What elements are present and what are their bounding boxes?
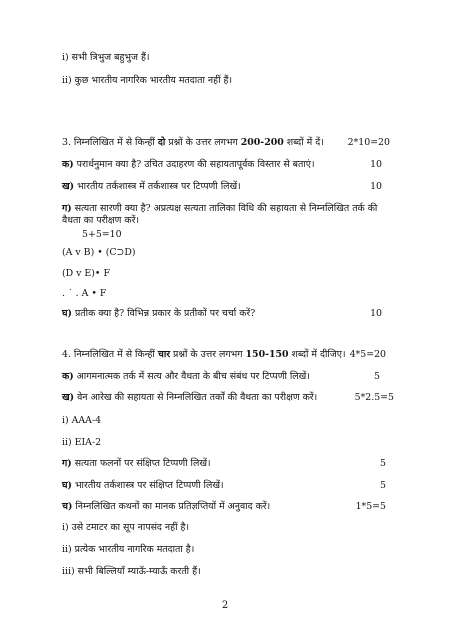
statement-to-translate-ii: ii) प्रत्येक भारतीय नागरिक मतदाता है। (62, 544, 195, 555)
statement-ii: ii) कुछ भारतीय नागरिक भारतीय मतदाता नहीं हैं। (62, 75, 233, 86)
question-3b-marks: 10 (370, 181, 382, 192)
question-3c-marks: 5+5=10 (82, 229, 122, 240)
question-3-heading: 3. निम्नलिखित में से किन्हीं दो प्रश्नों के उत्तर लगभग 200-200 शब्दों में दें। 2*10=20 (62, 137, 390, 148)
question-3-part-d: घ) प्रतीक क्या है? विभिन्न प्रकार के प्रतीकों पर चर्चा करें? 10 (62, 308, 382, 319)
question-4-part-b: ख) वेन आरेख की सहायता से निम्नलिखित तर्कों की वैधता का परीक्षण करें। 5*2.5=5 (62, 392, 394, 403)
question-3a-marks: 10 (370, 159, 382, 170)
statement-to-translate-iii: iii) सभी बिल्लियाँ म्याऊँ-म्याऊँ करती हैं। (62, 566, 201, 577)
statement-to-translate-i: i) उसे टमाटर का सूप नापसंद नहीं है। (62, 522, 190, 533)
syllogism-i: i) AAA-4 (62, 415, 102, 426)
question-4b-marks: 5*2.5=5 (354, 392, 394, 403)
page-number: 2 (221, 600, 229, 611)
question-4-part-d: घ) भारतीय तर्कशास्त्र पर संक्षिप्त टिप्पणी लिखें। 5 (62, 480, 386, 491)
question-4d-marks: 5 (380, 480, 386, 491)
question-3-part-a: क) परार्धनुमान क्या है? उचित उदाहरण की सहायतापूर्वक विस्तार से बताएं। 10 (62, 159, 382, 170)
question-4-part-c: ग) सत्यता फलनों पर संक्षिप्त टिप्पणी लिखें। 5 (62, 458, 386, 469)
argument-conclusion: . ˙ . A • F (62, 288, 107, 299)
question-4c-marks: 5 (380, 458, 386, 469)
question-3d-marks: 10 (370, 308, 382, 319)
question-4-heading: 4. निम्नलिखित में से किन्हीं चार प्रश्नों के उत्तर लगभग 150-150 शब्दों में दीजिए। 4*5=20 (62, 349, 386, 360)
question-4-marks: 4*5=20 (349, 349, 386, 360)
question-3-marks: 2*10=20 (347, 137, 390, 148)
argument-premise-1: (A v B) • (C⊃D) (62, 247, 136, 258)
argument-premise-2: (D v E)• F (62, 268, 110, 279)
question-4a-marks: 5 (374, 371, 380, 382)
question-4-part-a: क) आगमनात्मक तर्क में सत्य और वैधता के बीच संबंध पर टिप्पणी लिखें। 5 (62, 371, 380, 382)
question-3-part-b: ख) भारतीय तर्कशास्त्र में तर्कशास्त्र पर टिप्पणी लिखें। 10 (62, 181, 382, 192)
question-4-part-e: च) निम्नलिखित कथनों का मानक प्रतिज्ञप्तियों में अनुवाद करें। 1*5=5 (62, 501, 386, 512)
statement-i: i) सभी त्रिभुज बहुभुज हैं। (62, 52, 150, 63)
question-3-part-c: ग) सत्यता सारणी क्या है? अप्रत्यक्ष सत्यता तालिका विधि की सहायता से निम्नलिखित तर्क की वैधता का परीक्षण करें। (62, 203, 378, 226)
question-4e-marks: 1*5=5 (355, 501, 386, 512)
syllogism-ii: ii) EIA-2 (62, 437, 102, 448)
